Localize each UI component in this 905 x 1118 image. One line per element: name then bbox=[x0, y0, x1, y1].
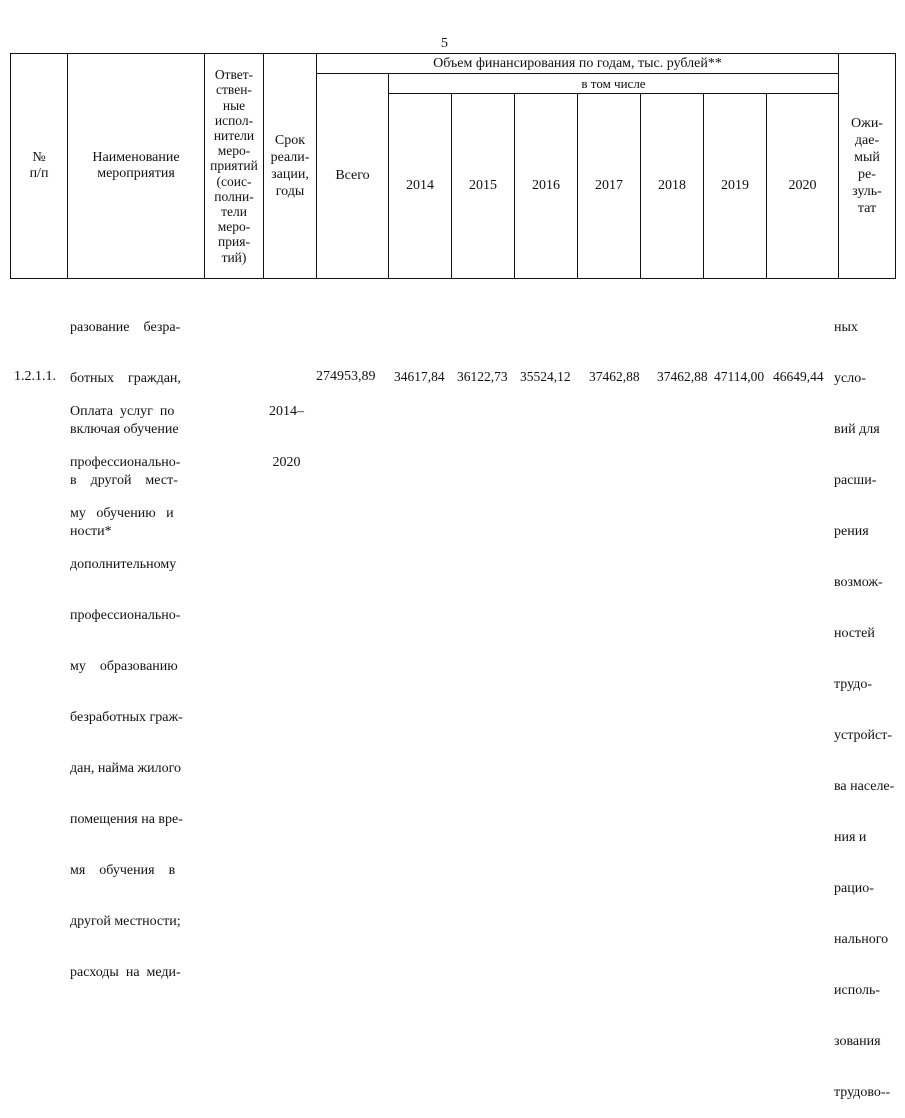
header-year-2016: 2016 bbox=[532, 178, 560, 194]
row-value-2018: 37462,88 bbox=[657, 369, 708, 384]
row-total: 274953,89 bbox=[316, 369, 376, 384]
row-number: 1.2.1.1. bbox=[14, 369, 56, 384]
row-result: ных усло- вий для расши- рения возмож- ностей трудо- устройст- ва населе- ния и рацио- нального исполь- зования трудово-- bbox=[834, 320, 895, 1100]
row-value-2019: 47114,00 bbox=[714, 369, 765, 384]
row-term: 2014– 2020 bbox=[269, 404, 304, 470]
header-including: в том числе bbox=[581, 75, 646, 91]
header-year-2019: 2019 bbox=[721, 178, 749, 194]
header-total: Всего bbox=[335, 168, 370, 184]
row-value-2014: 34617,84 bbox=[394, 369, 445, 384]
row-value-2016: 35524,12 bbox=[520, 369, 571, 384]
header-result: Ожи- дае- мый ре- зуль- тат bbox=[851, 116, 883, 216]
header-funding: Объем финансирования по годам, тыс. рублей** bbox=[433, 55, 722, 71]
header-year-2014: 2014 bbox=[406, 178, 434, 194]
header-year-2015: 2015 bbox=[469, 178, 497, 194]
row-value-2020: 46649,44 bbox=[773, 369, 824, 384]
header-name: Наименование мероприятия bbox=[92, 150, 180, 181]
table-header bbox=[10, 53, 896, 279]
header-no: № п/п bbox=[29, 150, 49, 181]
header-responsible: Ответ- ствен- ные испол- нители меро- приятий (соис- полни- тели меро- прия- тий) bbox=[210, 67, 258, 265]
page-number: 5 bbox=[441, 36, 448, 51]
row-value-2017: 37462,88 bbox=[589, 369, 640, 384]
header-year-2017: 2017 bbox=[595, 178, 623, 194]
row-value-2015: 36122,73 bbox=[457, 369, 508, 384]
row-name: Оплата услуг по профессионально- му обучению и дополнительному профессионально- му образованию безработных граж- дан, найма жилого помещения на вре- мя обучения в другой местности; расходы на меди- bbox=[70, 404, 183, 980]
header-year-2018: 2018 bbox=[658, 178, 686, 194]
name-continuation: разование безра- ботных граждан, включая обучение в другой мест- ности* bbox=[70, 320, 181, 539]
header-year-2020: 2020 bbox=[788, 178, 817, 194]
header-term: Срок реали- зации, годы bbox=[270, 133, 310, 199]
